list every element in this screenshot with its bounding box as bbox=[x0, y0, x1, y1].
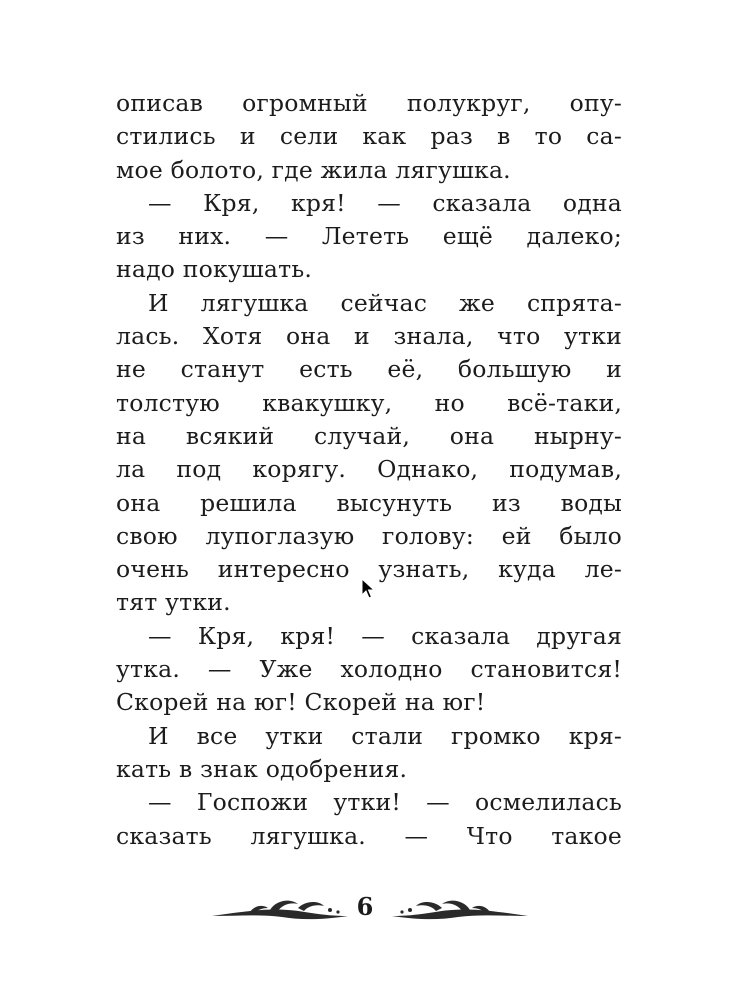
text-line: — Кря, кря! — сказала одна bbox=[148, 188, 622, 217]
text-line: лась. Хотя она и знала, что утки bbox=[116, 322, 622, 351]
text-line: очень интересно узнать, куда ле- bbox=[116, 555, 622, 584]
text-line: не станут есть её, большую и bbox=[116, 355, 622, 384]
text-line: утка. — Уже холодно становится! bbox=[116, 655, 622, 684]
page-footer bbox=[0, 890, 750, 930]
text-line: И лягушка сейчас же спрята- bbox=[148, 288, 622, 317]
text-line: ла под корягу. Однако, подумав, bbox=[116, 455, 622, 484]
text-line: Скорей на юг! Скорей на юг! bbox=[116, 688, 486, 717]
text-line: сказать лягушка. — Что такое bbox=[116, 821, 622, 850]
page-number: 6 bbox=[356, 892, 374, 921]
text-line: мое болото, где жила лягушка. bbox=[116, 155, 511, 184]
text-line: тят утки. bbox=[116, 588, 231, 617]
text-line: кать в знак одобрения. bbox=[116, 754, 408, 783]
left-flourish-ornament bbox=[210, 896, 350, 924]
text-line: свою лупоглазую голову: ей было bbox=[116, 521, 622, 550]
text-line: описав огромный полукруг, опу- bbox=[116, 89, 622, 117]
text-line: — Кря, кря! — сказала другая bbox=[148, 621, 622, 650]
text-line: на всякий случай, она нырну- bbox=[116, 421, 622, 450]
text-line: толстую квакушку, но всё-таки, bbox=[116, 388, 622, 417]
mouse-pointer-icon bbox=[361, 578, 375, 600]
book-page-text bbox=[116, 87, 622, 853]
right-flourish-ornament bbox=[390, 896, 530, 924]
text-line: И все утки стали громко кря- bbox=[148, 721, 622, 750]
text-line: из них. — Лететь ещё далеко; bbox=[116, 222, 622, 251]
text-line: она решила высунуть из воды bbox=[116, 488, 622, 517]
text-line: надо покушать. bbox=[116, 255, 313, 284]
text-line: — Госпожи утки! — осмелилась bbox=[148, 788, 622, 817]
text-line: стились и сели как раз в то са- bbox=[116, 122, 622, 151]
